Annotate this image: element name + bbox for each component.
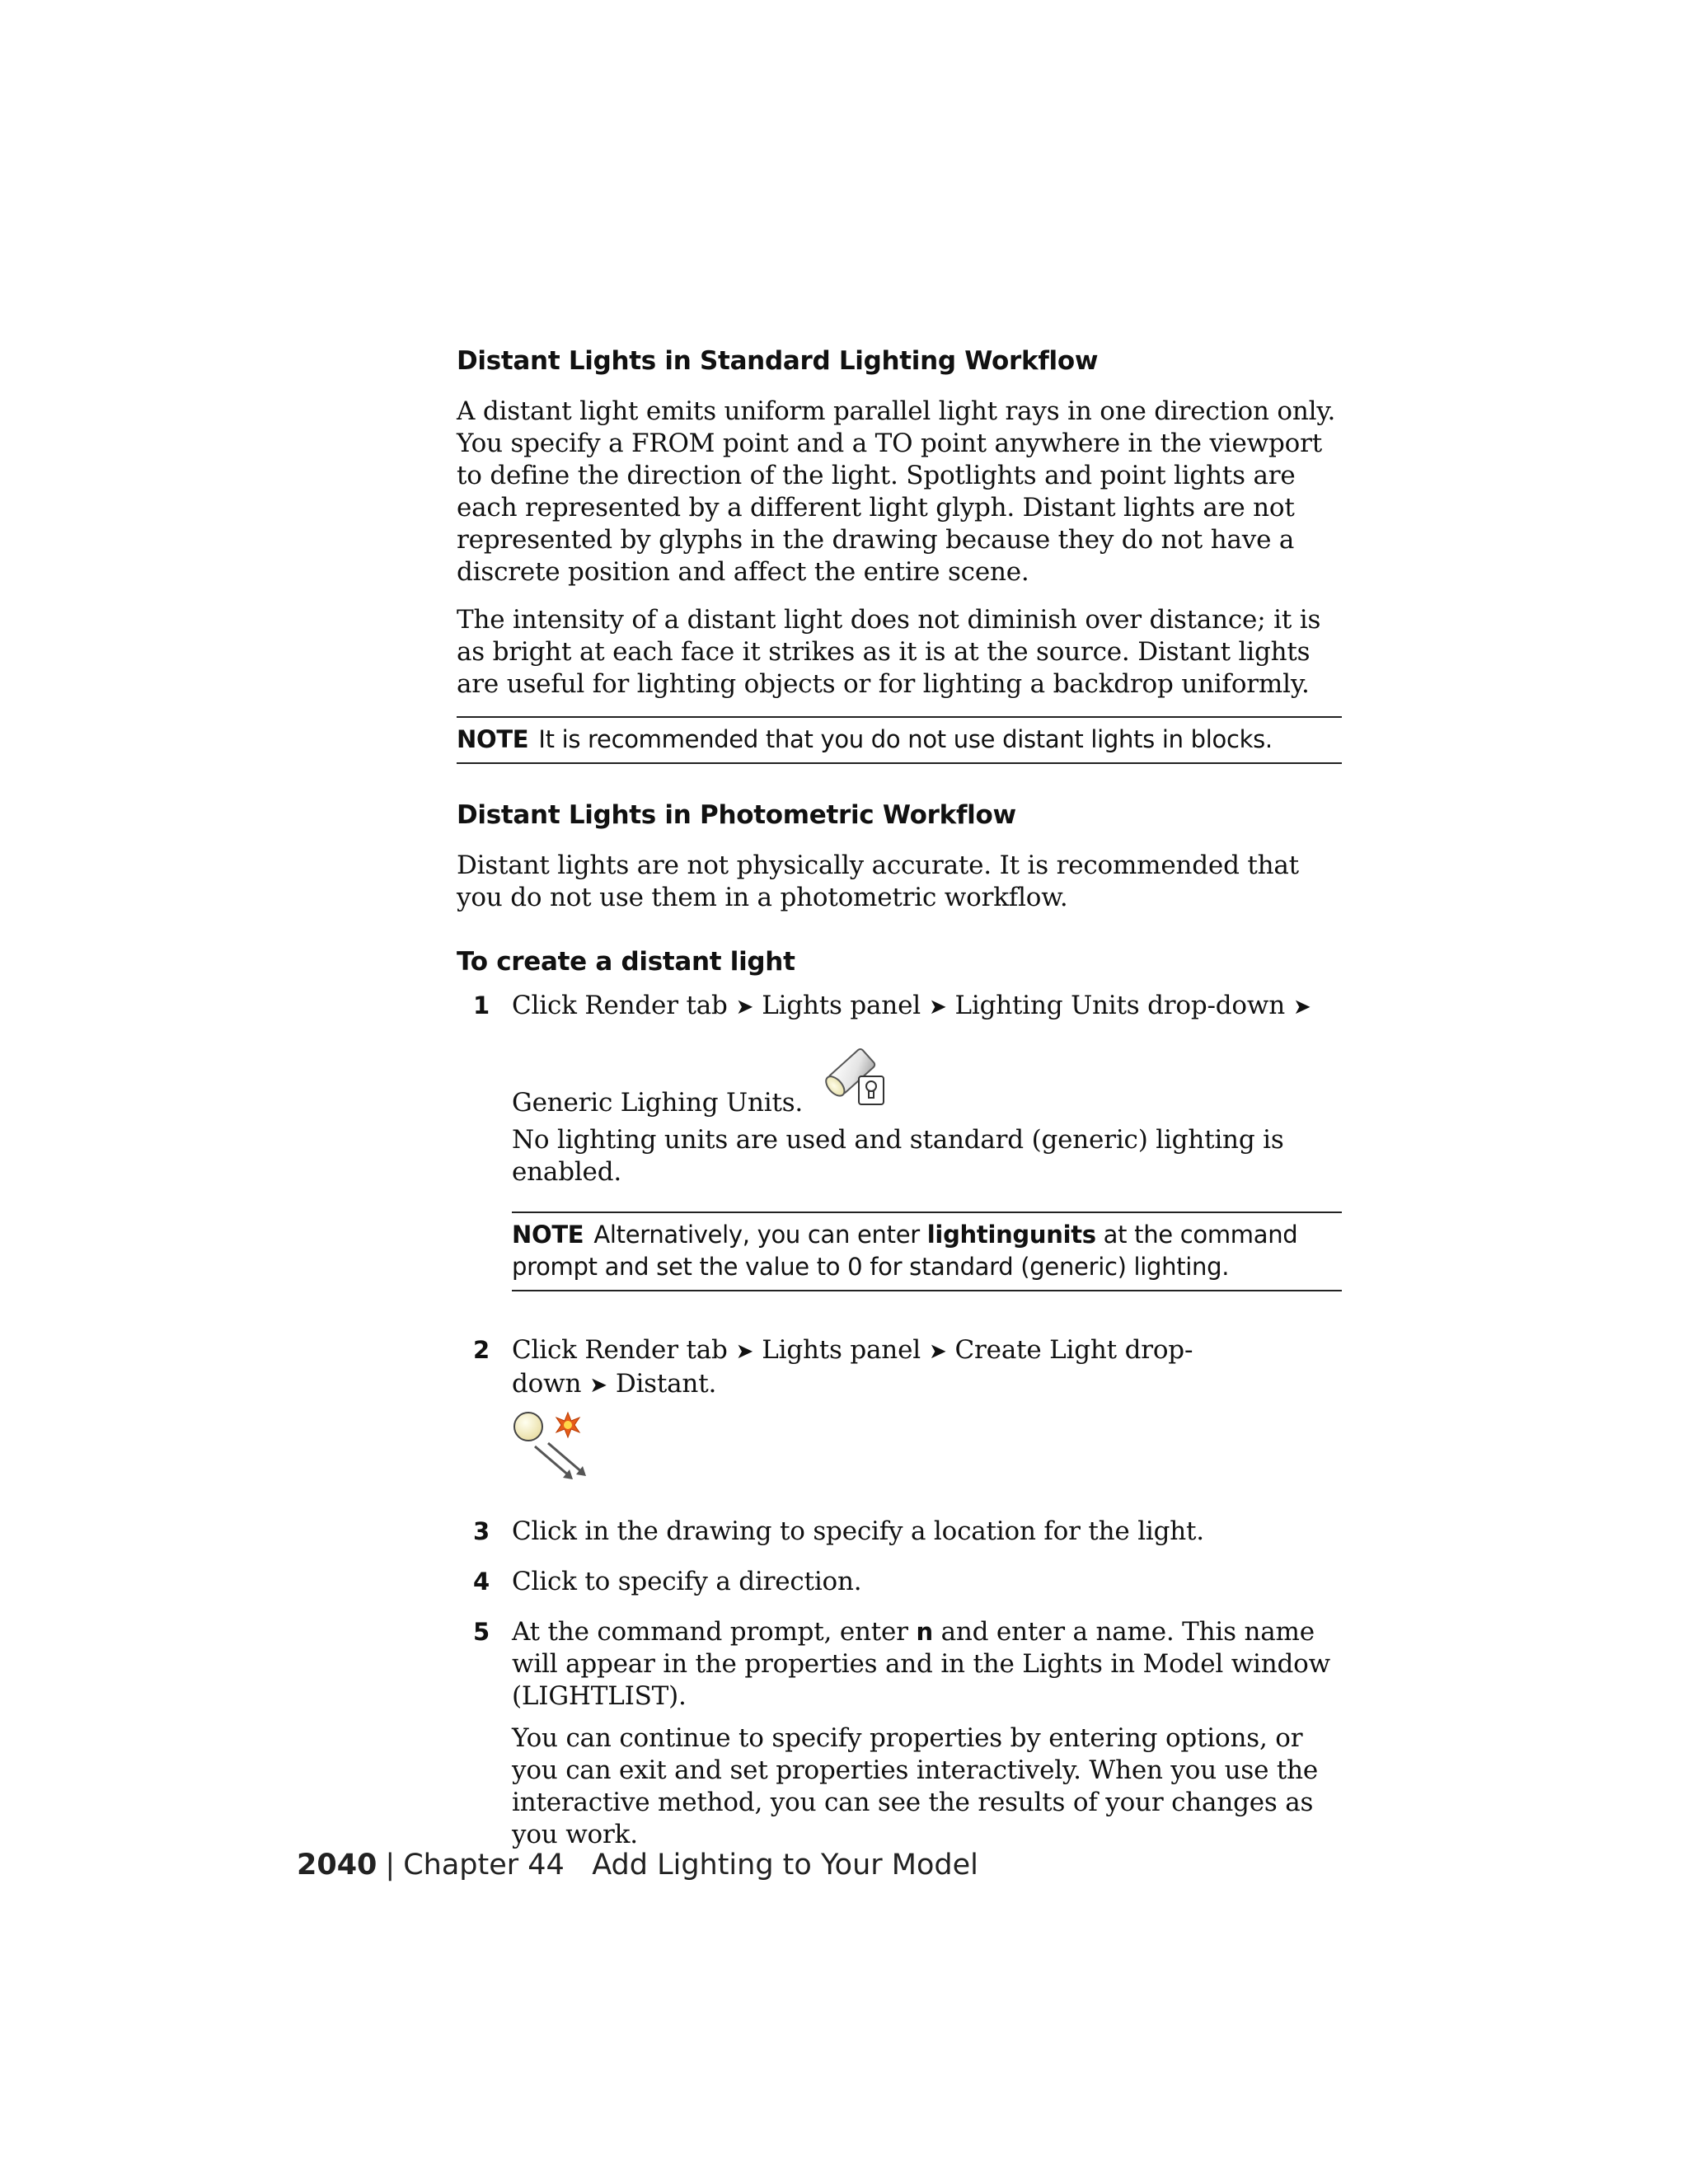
paragraph-photometric: Distant lights are not physically accurate. It is recommended that you do not use them in a photometric workflow. xyxy=(457,851,1299,912)
chapter-label: Chapter 44 xyxy=(403,1849,565,1882)
note-lightingunits xyxy=(512,1212,1342,1291)
paragraph-distant-light-intro: A distant light emits uniform parallel light rays in one direction only. You specify a FROM point and a TO point anywhere in the viewport to define the direction of the light. Spotlights and point lights are each represented by a different light glyph. Distant lights are not represented by glyphs in the drawing because they do not have a discrete position and affect the entire scene. xyxy=(457,396,1336,587)
step4-text: Click to specify a direction. xyxy=(512,1567,862,1596)
section-heading-standard: Distant Lights in Standard Lighting Workflow xyxy=(457,346,1099,376)
step1-part-4: Generic Lighing Units. xyxy=(512,1088,804,1118)
step-number: 1 xyxy=(473,991,490,1019)
procedure-steps xyxy=(457,990,1342,1851)
breadcrumb-arrow-icon: ➤ xyxy=(735,995,754,1019)
step5-text-post: and enter a name. This name will appear in the properties and in the Lights in Model window (LIGHTLIST). xyxy=(512,1617,1330,1711)
step-1 xyxy=(457,990,1342,1291)
section-heading-photometric: Distant Lights in Photometric Workflow xyxy=(457,800,1016,830)
page-number: 2040 xyxy=(297,1849,377,1882)
breadcrumb-arrow-icon: ➤ xyxy=(735,1339,754,1364)
note-label: NOTE xyxy=(512,1221,584,1249)
step2-part-2: Lights panel xyxy=(762,1335,921,1365)
footer-separator: | xyxy=(385,1849,396,1882)
step-number: 2 xyxy=(473,1336,490,1364)
step1-part-2: Lights panel xyxy=(762,991,921,1020)
step5-text-pre: At the command prompt, enter xyxy=(512,1617,908,1647)
command-n: n xyxy=(916,1618,933,1646)
note-label: NOTE xyxy=(457,725,529,753)
breadcrumb-arrow-icon: ➤ xyxy=(928,1339,947,1364)
breadcrumb-arrow-icon: ➤ xyxy=(1292,995,1311,1019)
generic-lighting-units-icon xyxy=(814,1035,890,1119)
page-footer xyxy=(297,1847,978,1883)
step-3 xyxy=(457,1516,1342,1548)
command-lightingunits: lightingunits xyxy=(926,1221,1096,1249)
step-number: 3 xyxy=(473,1517,490,1545)
step2-part-1: Click Render tab xyxy=(512,1335,728,1365)
note-text-post: at the command prompt and set the value to 0 for standard (generic) lighting. xyxy=(512,1221,1298,1281)
note-text: It is recommended that you do not use distant lights in blocks. xyxy=(538,725,1273,753)
breadcrumb-arrow-icon: ➤ xyxy=(589,1373,607,1398)
distant-light-icon xyxy=(512,1410,1342,1491)
page-content xyxy=(457,344,1342,1869)
breadcrumb-arrow-icon: ➤ xyxy=(928,995,947,1019)
step-2 xyxy=(457,1334,1342,1491)
procedure-heading: To create a distant light xyxy=(457,947,795,977)
step1-result: No lighting units are used and standard (generic) lighting is enabled. xyxy=(512,1125,1284,1187)
step-number: 5 xyxy=(473,1618,490,1646)
step-4 xyxy=(457,1566,1342,1598)
chapter-title: Add Lighting to Your Model xyxy=(592,1849,978,1882)
note-blocks xyxy=(457,716,1342,764)
step-5 xyxy=(457,1616,1342,1851)
step5-paragraph: You can continue to specify properties by entering options, or you can exit and set properties interactively. When you use the interactive method, you can see the results of your changes as you work. xyxy=(512,1723,1319,1849)
step-number: 4 xyxy=(473,1568,490,1596)
step2-part-3: Create Light drop-down xyxy=(512,1335,1193,1399)
step3-text: Click in the drawing to specify a location for the light. xyxy=(512,1516,1204,1546)
paragraph-distant-light-intensity: The intensity of a distant light does not diminish over distance; it is as bright at each face it strikes as it is at the source. Distant lights are useful for lighting objects or for lighting a backdrop uniformly. xyxy=(457,605,1321,699)
step2-part-4: Distant. xyxy=(615,1369,717,1399)
step1-part-1: Click Render tab xyxy=(512,991,728,1020)
note-text-pre: Alternatively, you can enter xyxy=(593,1221,920,1249)
step1-part-3: Lighting Units drop-down xyxy=(954,991,1285,1020)
